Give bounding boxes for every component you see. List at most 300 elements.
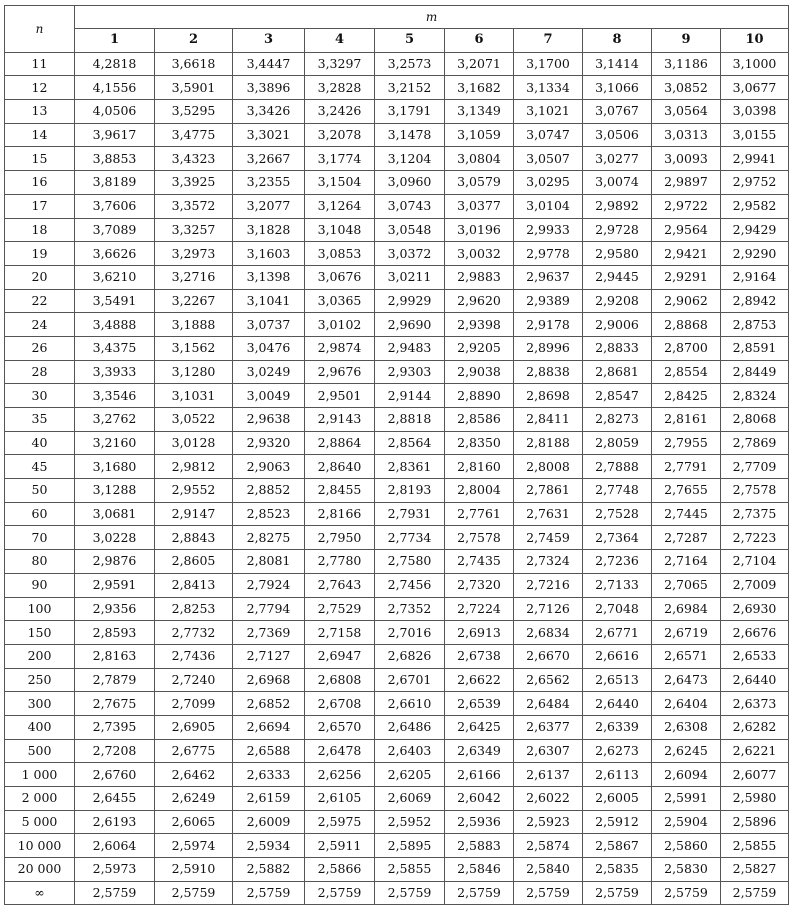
- table-cell: 2,8161: [652, 408, 721, 432]
- table-cell: 2,5840: [514, 858, 583, 882]
- table-cell: 2,6562: [514, 668, 583, 692]
- table-cell: 2,9591: [75, 573, 155, 597]
- table-cell: 2,6676: [721, 621, 789, 645]
- table-cell: 2,6069: [375, 787, 445, 811]
- table-cell: 2,9637: [514, 265, 583, 289]
- table-cell: 3,2762: [75, 408, 155, 432]
- table-cell: 2,9205: [445, 336, 514, 360]
- table-cell: 3,0548: [375, 218, 445, 242]
- table-cell: 2,8004: [445, 479, 514, 503]
- table-cell: 2,8698: [514, 384, 583, 408]
- table-cell: 2,8833: [583, 336, 652, 360]
- table-cell: 2,6852: [233, 692, 305, 716]
- table-cell: 2,9398: [445, 313, 514, 337]
- row-n-label: 1 000: [5, 763, 75, 787]
- table-cell: 3,2160: [75, 431, 155, 455]
- table-cell: 3,1186: [652, 52, 721, 76]
- table-cell: 2,7240: [155, 668, 233, 692]
- table-cell: 2,8864: [305, 431, 375, 455]
- table-cell: 2,8700: [652, 336, 721, 360]
- table-cell: 2,5874: [514, 834, 583, 858]
- table-cell: 2,5759: [445, 881, 514, 905]
- table-cell: 2,7578: [445, 526, 514, 550]
- column-header-m: 7: [514, 29, 583, 53]
- table-cell: 3,3426: [233, 100, 305, 124]
- table-cell: 3,6210: [75, 265, 155, 289]
- table-cell: 2,6339: [583, 715, 652, 739]
- table-cell: 2,7287: [652, 526, 721, 550]
- table-cell: 2,6670: [514, 644, 583, 668]
- column-header-m: 5: [375, 29, 445, 53]
- table-cell: 2,9722: [652, 194, 721, 218]
- table-cell: 2,8361: [375, 455, 445, 479]
- table-cell: 3,0522: [155, 408, 233, 432]
- table-cell: 2,7320: [445, 573, 514, 597]
- row-n-label: 15: [5, 147, 75, 171]
- table-cell: 2,5952: [375, 810, 445, 834]
- column-header-m: 1: [75, 29, 155, 53]
- table-row: [5, 76, 789, 100]
- table-row: [5, 858, 789, 882]
- table-cell: 3,0074: [583, 171, 652, 195]
- table-cell: 2,6245: [652, 739, 721, 763]
- table-row: [5, 502, 789, 526]
- table-row: [5, 479, 789, 503]
- table-cell: 3,0365: [305, 289, 375, 313]
- table-cell: 2,8554: [652, 360, 721, 384]
- table-cell: 3,1791: [375, 100, 445, 124]
- table-cell: 2,5975: [305, 810, 375, 834]
- table-cell: 2,8350: [445, 431, 514, 455]
- table-cell: 2,9356: [75, 597, 155, 621]
- table-cell: 3,4323: [155, 147, 233, 171]
- table-cell: 2,7794: [233, 597, 305, 621]
- table-cell: 2,7009: [721, 573, 789, 597]
- table-cell: 2,6478: [305, 739, 375, 763]
- table-cell: 2,6484: [514, 692, 583, 716]
- table-cell: 2,8253: [155, 597, 233, 621]
- table-cell: 2,8160: [445, 455, 514, 479]
- table-cell: 2,6373: [721, 692, 789, 716]
- column-header-row: [5, 29, 789, 53]
- table-cell: 2,8068: [721, 408, 789, 432]
- table-header: [5, 6, 789, 53]
- table-cell: 2,8081: [233, 550, 305, 574]
- table-cell: 3,3925: [155, 171, 233, 195]
- table-cell: 2,5895: [375, 834, 445, 858]
- table-cell: 3,0564: [652, 100, 721, 124]
- table-cell: 2,8059: [583, 431, 652, 455]
- row-n-label: 45: [5, 455, 75, 479]
- row-n-label: 40: [5, 431, 75, 455]
- table-row: [5, 668, 789, 692]
- table-cell: 2,5835: [583, 858, 652, 882]
- table-cell: 3,1562: [155, 336, 233, 360]
- table-cell: 3,0277: [583, 147, 652, 171]
- table-cell: 3,2071: [445, 52, 514, 76]
- table-cell: 3,0804: [445, 147, 514, 171]
- table-cell: 2,5991: [652, 787, 721, 811]
- row-n-label: 18: [5, 218, 75, 242]
- table-cell: 2,7931: [375, 502, 445, 526]
- table-cell: 3,2426: [305, 100, 375, 124]
- table-cell: 2,7164: [652, 550, 721, 574]
- table-cell: 3,0853: [305, 242, 375, 266]
- table-cell: 2,7352: [375, 597, 445, 621]
- table-cell: 2,7016: [375, 621, 445, 645]
- table-cell: 3,1000: [721, 52, 789, 76]
- table-cell: 2,6719: [652, 621, 721, 645]
- table-row: [5, 526, 789, 550]
- table-cell: 2,6738: [445, 644, 514, 668]
- table-cell: 3,5491: [75, 289, 155, 313]
- table-cell: 2,7216: [514, 573, 583, 597]
- table-cell: 2,6834: [514, 621, 583, 645]
- table-cell: 2,8753: [721, 313, 789, 337]
- table-cell: 2,6256: [305, 763, 375, 787]
- table-cell: 2,5936: [445, 810, 514, 834]
- table-cell: 2,8838: [514, 360, 583, 384]
- row-n-label: 20 000: [5, 858, 75, 882]
- table-row: [5, 692, 789, 716]
- table-cell: 2,6077: [721, 763, 789, 787]
- row-n-label: 400: [5, 715, 75, 739]
- table-cell: 2,8868: [652, 313, 721, 337]
- table-cell: 2,6022: [514, 787, 583, 811]
- column-header-m: 2: [155, 29, 233, 53]
- table-cell: 2,9178: [514, 313, 583, 337]
- table-cell: 2,6622: [445, 668, 514, 692]
- table-cell: 2,9062: [652, 289, 721, 313]
- table-cell: 2,7734: [375, 526, 445, 550]
- table-cell: 3,0747: [514, 123, 583, 147]
- table-cell: 2,6701: [375, 668, 445, 692]
- column-header-m: 3: [233, 29, 305, 53]
- row-n-label: 14: [5, 123, 75, 147]
- table-cell: 2,6221: [721, 739, 789, 763]
- row-n-label: 5 000: [5, 810, 75, 834]
- table-cell: 2,9445: [583, 265, 652, 289]
- table-cell: 3,0743: [375, 194, 445, 218]
- table-cell: 2,8564: [375, 431, 445, 455]
- table-cell: 2,9429: [721, 218, 789, 242]
- table-cell: 2,6273: [583, 739, 652, 763]
- table-cell: 2,6905: [155, 715, 233, 739]
- table-cell: 3,1288: [75, 479, 155, 503]
- table-cell: 3,0767: [583, 100, 652, 124]
- table-cell: 3,1828: [233, 218, 305, 242]
- table-cell: 2,7578: [721, 479, 789, 503]
- row-n-label: 30: [5, 384, 75, 408]
- table-cell: 2,7780: [305, 550, 375, 574]
- table-row: [5, 171, 789, 195]
- table-row: [5, 336, 789, 360]
- table-cell: 2,6930: [721, 597, 789, 621]
- column-header-m: 9: [652, 29, 721, 53]
- table-cell: 3,1264: [305, 194, 375, 218]
- table-row: [5, 597, 789, 621]
- table-cell: 2,9564: [652, 218, 721, 242]
- table-row: [5, 881, 789, 905]
- row-n-label: 19: [5, 242, 75, 266]
- table-cell: 2,7445: [652, 502, 721, 526]
- table-cell: 2,8163: [75, 644, 155, 668]
- table-cell: 2,9933: [514, 218, 583, 242]
- table-cell: 2,9690: [375, 313, 445, 337]
- table-cell: 2,6539: [445, 692, 514, 716]
- table-cell: 2,5974: [155, 834, 233, 858]
- table-cell: 2,6377: [514, 715, 583, 739]
- table-cell: 2,7655: [652, 479, 721, 503]
- table-cell: 2,6708: [305, 692, 375, 716]
- table-cell: 2,7224: [445, 597, 514, 621]
- table-cell: 3,3297: [305, 52, 375, 76]
- table-cell: 2,8818: [375, 408, 445, 432]
- table-cell: 2,5759: [233, 881, 305, 905]
- table-cell: 3,1478: [375, 123, 445, 147]
- row-n-label: 20: [5, 265, 75, 289]
- table-cell: 2,9728: [583, 218, 652, 242]
- table-cell: 3,4888: [75, 313, 155, 337]
- table-cell: 2,6064: [75, 834, 155, 858]
- table-cell: 2,8640: [305, 455, 375, 479]
- table-cell: 2,7732: [155, 621, 233, 645]
- table-row: [5, 52, 789, 76]
- table-cell: 2,7133: [583, 573, 652, 597]
- table-row: [5, 573, 789, 597]
- table-cell: 2,5759: [305, 881, 375, 905]
- column-header-m: 10: [721, 29, 789, 53]
- table-cell: 3,5901: [155, 76, 233, 100]
- table-cell: 2,5759: [75, 881, 155, 905]
- table-cell: 2,6588: [233, 739, 305, 763]
- table-cell: 2,7048: [583, 597, 652, 621]
- table-cell: 2,9147: [155, 502, 233, 526]
- table-cell: 2,6065: [155, 810, 233, 834]
- table-cell: 2,6571: [652, 644, 721, 668]
- table-cell: 2,6308: [652, 715, 721, 739]
- table-cell: 2,8843: [155, 526, 233, 550]
- table-cell: 3,1021: [514, 100, 583, 124]
- table-cell: 3,0128: [155, 431, 233, 455]
- table-cell: 4,1556: [75, 76, 155, 100]
- table-cell: 2,6307: [514, 739, 583, 763]
- table-cell: 2,9290: [721, 242, 789, 266]
- table-cell: 2,6462: [155, 763, 233, 787]
- table-cell: 2,5923: [514, 810, 583, 834]
- table-cell: 3,3257: [155, 218, 233, 242]
- table-cell: 3,2077: [233, 194, 305, 218]
- table-cell: 2,6968: [233, 668, 305, 692]
- table-cell: 2,7158: [305, 621, 375, 645]
- table-cell: 3,3546: [75, 384, 155, 408]
- table-cell: 2,8324: [721, 384, 789, 408]
- table-cell: 2,9676: [305, 360, 375, 384]
- table-cell: 2,5759: [721, 881, 789, 905]
- table-cell: 2,5855: [721, 834, 789, 858]
- table-cell: 3,0295: [514, 171, 583, 195]
- table-cell: 3,1280: [155, 360, 233, 384]
- table-cell: 3,4375: [75, 336, 155, 360]
- table-cell: 2,5759: [375, 881, 445, 905]
- table-row: [5, 644, 789, 668]
- table-cell: 3,0677: [721, 76, 789, 100]
- table-cell: 2,6694: [233, 715, 305, 739]
- table-cell: 2,8425: [652, 384, 721, 408]
- row-n-label: 70: [5, 526, 75, 550]
- table-cell: 3,0476: [233, 336, 305, 360]
- row-n-label: 500: [5, 739, 75, 763]
- table-row: [5, 360, 789, 384]
- table-cell: 2,5896: [721, 810, 789, 834]
- table-cell: 3,2716: [155, 265, 233, 289]
- table-row: [5, 384, 789, 408]
- table-cell: 2,5867: [583, 834, 652, 858]
- table-cell: 2,8449: [721, 360, 789, 384]
- row-n-label: 22: [5, 289, 75, 313]
- table-cell: 2,9941: [721, 147, 789, 171]
- table-cell: 2,6440: [721, 668, 789, 692]
- row-n-label: 60: [5, 502, 75, 526]
- table-cell: 2,9038: [445, 360, 514, 384]
- table-cell: 2,5904: [652, 810, 721, 834]
- table-cell: 2,9580: [583, 242, 652, 266]
- table-cell: 2,8586: [445, 408, 514, 432]
- table-cell: 2,5759: [514, 881, 583, 905]
- row-n-label: 10 000: [5, 834, 75, 858]
- table-cell: 2,5934: [233, 834, 305, 858]
- table-cell: 2,7955: [652, 431, 721, 455]
- table-cell: 2,9929: [375, 289, 445, 313]
- row-n-label: 12: [5, 76, 75, 100]
- row-n-label: 11: [5, 52, 75, 76]
- table-cell: 2,6610: [375, 692, 445, 716]
- table-cell: 2,7324: [514, 550, 583, 574]
- table-cell: 2,9552: [155, 479, 233, 503]
- table-cell: 2,5910: [155, 858, 233, 882]
- table-cell: 2,6826: [375, 644, 445, 668]
- row-n-label: 24: [5, 313, 75, 337]
- table-cell: 2,5830: [652, 858, 721, 882]
- critical-values-table: [4, 5, 789, 905]
- row-n-label: 35: [5, 408, 75, 432]
- table-cell: 3,0032: [445, 242, 514, 266]
- table-row: [5, 455, 789, 479]
- table-cell: 3,1349: [445, 100, 514, 124]
- table-cell: 2,5827: [721, 858, 789, 882]
- table-cell: 2,9501: [305, 384, 375, 408]
- table-cell: 2,7643: [305, 573, 375, 597]
- table-cell: 2,8188: [514, 431, 583, 455]
- table-cell: 3,0102: [305, 313, 375, 337]
- table-cell: 3,0681: [75, 502, 155, 526]
- table-cell: 3,0506: [583, 123, 652, 147]
- table-cell: 2,7888: [583, 455, 652, 479]
- table-cell: 2,9483: [375, 336, 445, 360]
- table-cell: 3,3896: [233, 76, 305, 100]
- table-cell: 3,1204: [375, 147, 445, 171]
- table-row: [5, 100, 789, 124]
- table-cell: 2,9208: [583, 289, 652, 313]
- table-cell: 2,8890: [445, 384, 514, 408]
- row-n-label: 80: [5, 550, 75, 574]
- table-row: [5, 431, 789, 455]
- table-cell: 2,6760: [75, 763, 155, 787]
- table-cell: 2,5759: [652, 881, 721, 905]
- table-cell: 2,9778: [514, 242, 583, 266]
- row-n-label: 90: [5, 573, 75, 597]
- row-n-label: 16: [5, 171, 75, 195]
- table-cell: 2,5980: [721, 787, 789, 811]
- table-cell: 2,6205: [375, 763, 445, 787]
- table-cell: 3,6618: [155, 52, 233, 76]
- table-cell: 3,4447: [233, 52, 305, 76]
- row-n-label: 50: [5, 479, 75, 503]
- table-cell: 3,0507: [514, 147, 583, 171]
- table-cell: 2,8523: [233, 502, 305, 526]
- table-cell: 2,7791: [652, 455, 721, 479]
- table-cell: 2,9006: [583, 313, 652, 337]
- table-row: [5, 834, 789, 858]
- table-row: [5, 550, 789, 574]
- table-cell: 3,1888: [155, 313, 233, 337]
- table-cell: 2,6333: [233, 763, 305, 787]
- table-cell: 2,7395: [75, 715, 155, 739]
- row-n-label: 17: [5, 194, 75, 218]
- table-row: [5, 242, 789, 266]
- table-cell: 3,0737: [233, 313, 305, 337]
- table-cell: 2,9874: [305, 336, 375, 360]
- table-cell: 3,1504: [305, 171, 375, 195]
- table-cell: 2,5882: [233, 858, 305, 882]
- table-cell: 3,0196: [445, 218, 514, 242]
- table-cell: 2,9620: [445, 289, 514, 313]
- table-cell: 2,7709: [721, 455, 789, 479]
- table-cell: 2,8273: [583, 408, 652, 432]
- column-header-m: 6: [445, 29, 514, 53]
- table-cell: 2,6425: [445, 715, 514, 739]
- table-cell: 2,7748: [583, 479, 652, 503]
- table-cell: 3,1334: [514, 76, 583, 100]
- table-cell: 2,8455: [305, 479, 375, 503]
- table-row: [5, 194, 789, 218]
- table-cell: 2,9812: [155, 455, 233, 479]
- table-cell: 2,6249: [155, 787, 233, 811]
- table-cell: 3,7606: [75, 194, 155, 218]
- table-cell: 2,6403: [375, 739, 445, 763]
- table-cell: 3,0104: [514, 194, 583, 218]
- table-cell: 2,6455: [75, 787, 155, 811]
- table-cell: 3,8853: [75, 147, 155, 171]
- table-cell: 2,7528: [583, 502, 652, 526]
- table-cell: 2,5883: [445, 834, 514, 858]
- table-cell: 2,7127: [233, 644, 305, 668]
- table-row: [5, 123, 789, 147]
- table-cell: 3,0377: [445, 194, 514, 218]
- table-cell: 3,7089: [75, 218, 155, 242]
- table-cell: 2,7459: [514, 526, 583, 550]
- table-cell: 2,9892: [583, 194, 652, 218]
- table-cell: 2,6771: [583, 621, 652, 645]
- m-header: m: [75, 6, 789, 29]
- table-cell: 2,6984: [652, 597, 721, 621]
- table-cell: 2,9303: [375, 360, 445, 384]
- table-cell: 3,2573: [375, 52, 445, 76]
- table-cell: 3,6626: [75, 242, 155, 266]
- table-cell: 3,0249: [233, 360, 305, 384]
- table-row: [5, 313, 789, 337]
- table-cell: 2,7631: [514, 502, 583, 526]
